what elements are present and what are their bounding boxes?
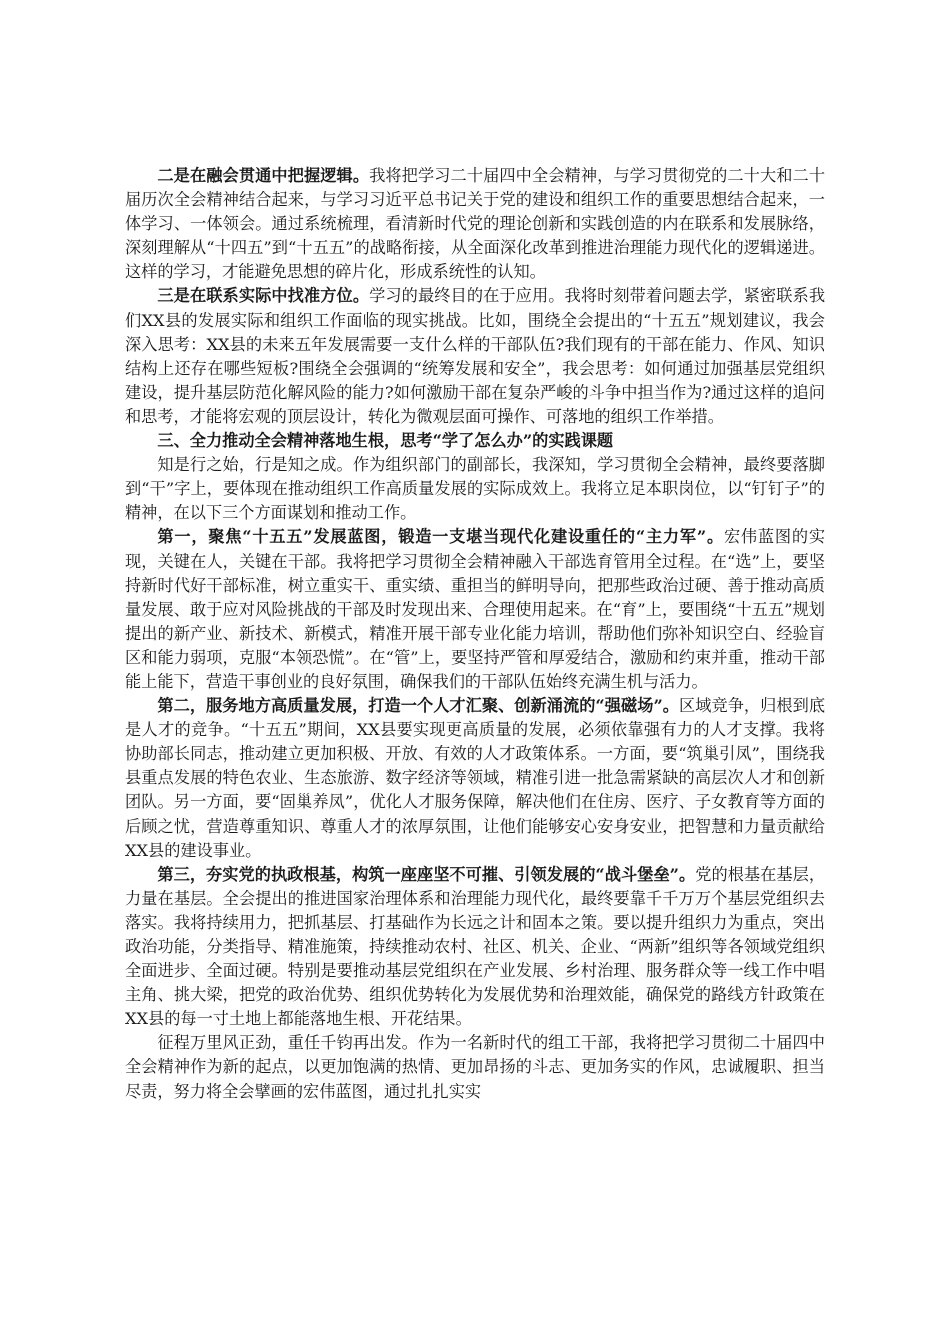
paragraph-first [125, 525, 825, 694]
paragraph-lead: 二是在融会贯通中把握逻辑。 [157, 166, 370, 185]
paragraph-closing [125, 1031, 825, 1103]
paragraph-intro [125, 453, 825, 525]
paragraph-third [125, 863, 825, 1032]
paragraph-lead: 三是在联系实际中找准方位。 [157, 286, 370, 306]
paragraph-lead: 第三，夯实党的执政根基，构筑一座座坚不可摧、引领发展的“战斗堡垒”。 [157, 864, 696, 884]
paragraph-lead: 第二，服务地方高质量发展，打造一个人才汇聚、创新涌流的“强磁场”。 [157, 696, 680, 716]
paragraph-text: 学习的最终目的在于应用。我将时刻带着问题去学，紧密联系我们XX县的发展实际和组织工作面临的现实挑战。比如，围绕全会提出的“十五五”规划建议，我会深入思考：XX县的未来五年发展需要一支什么样的干部队伍?我们现有的干部在能力、作风、知识结构上还存在哪些短板?围绕全会强调的“统筹发展和安全”，我会思考：如何通过加强基层党组织建设，提升基层防范化解风险的能力?如何激励干部在复杂严峻的斗争中担当作为?通过这样的追问和思考，才能将宏观的顶层设计，转化为微观层面可操作、可落地的组织工作举措。 [125, 286, 826, 426]
paragraph-text: 知是行之始，行是知之成。作为组织部门的副部长，我深知，学习贯彻全会精神，最终要落脚到“干”字上，要体现在推动组织工作高质量发展的实际成效上。我将立足本职岗位，以“钉钉子”的精神，在以下三个方面谋划和推动工作。 [125, 455, 825, 523]
paragraph-text: 区域竞争，归根到底是人才的竞争。“十五五”期间，XX县要实现更高质量的发展，必须依靠强有力的人才支撑。我将协助部长同志，推动建立更加积极、开放、有效的人才政策体系。一方面，要“筑巢引凤”，围绕我县重点发展的特色农业、生态旅游、数字经济等领域，精准引进一批急需紧缺的高层次人才和创新团队。另一方面，要“固巢养凤”，优化人才服务保障，解决他们在住房、医疗、子女教育等方面的后顾之忧，营造尊重知识、尊重人才的浓厚氛围，让他们能够安心安身安业，把智慧和力量贡献给XX县的建设事业。 [125, 696, 826, 860]
paragraph-text: 党的根基在基层，力量在基层。全会提出的推进国家治理体系和治理能力现代化，最终要靠千千万万个基层党组织去落实。我将持续用力，把抓基层、打基础作为长远之计和固本之策。要以提升组织力为重点，突出政治功能，分类指导、精准施策，持续推动农村、社区、机关、企业、“两新”组织等各领域党组织全面进步、全面过硬。特别是要推动基层党组织在产业发展、乡村治理、服务群众等一线工作中唱主角、挑大梁，把党的政治优势、组织优势转化为发展优势和治理效能，确保党的路线方针政策在XX县的每一寸土地上都能落地生根、开花结果。 [125, 864, 826, 1029]
document-body [125, 164, 825, 1104]
paragraph-position [125, 284, 825, 429]
paragraph-text: 征程万里风正劲，重任千钧再出发。作为一名新时代的组工干部，我将把学习贯彻二十届四中全会精神作为新的起点，以更加饱满的热情、更加昂扬的斗志、更加务实的作风，忠诚履职、担当尽责，努力将全会擘画的宏伟蓝图，通过扎扎实实 [125, 1033, 825, 1101]
paragraph-lead: 第一，聚焦“十五五”发展蓝图，锻造一支堪当现代化建设重任的“主力军”。 [157, 527, 724, 547]
paragraph-logic [125, 164, 825, 284]
paragraph-text: 我将把学习二十届四中全会精神，与学习贯彻党的二十大和二十届历次全会精神结合起来，与学习习近平总书记关于党的建设和组织工作的重要思想结合起来，一体学习、一体领会。通过系统梳理，看清新时代党的理论创新和实践创造的内在联系和发展脉络，深刻理解从“十四五”到“十五五”的战略衔接，从全面深化改革到推进治理能力现代化的逻辑递进。这样的学习，才能避免思想的碎片化，形成系统性的认知。 [125, 166, 826, 282]
paragraph-second [125, 694, 825, 863]
section-heading: 三、全力推动全会精神落地生根，思考“学了怎么办”的实践课题 [157, 431, 614, 451]
paragraph-text: 宏伟蓝图的实现，关键在人，关键在干部。我将把学习贯彻全会精神融入干部选育管用全过程。在“选”上，要坚持新时代好干部标准，树立重实干、重实绩、重担当的鲜明导向，把那些政治过硬、善于推动高质量发展、敢于应对风险挑战的干部及时发现出来、合理使用起来。在“育”上，要围绕“十五五”规划提出的新产业、新技术、新模式，精准开展干部专业化能力培训，帮助他们弥补知识空白、经验盲区和能力弱项，克服“本领恐慌”。在“管”上，要坚持严管和厚爱结合，激励和约束并重，推动干部能上能下，营造干事创业的良好氛围，确保我们的干部队伍始终充满生机与活力。 [125, 527, 826, 691]
